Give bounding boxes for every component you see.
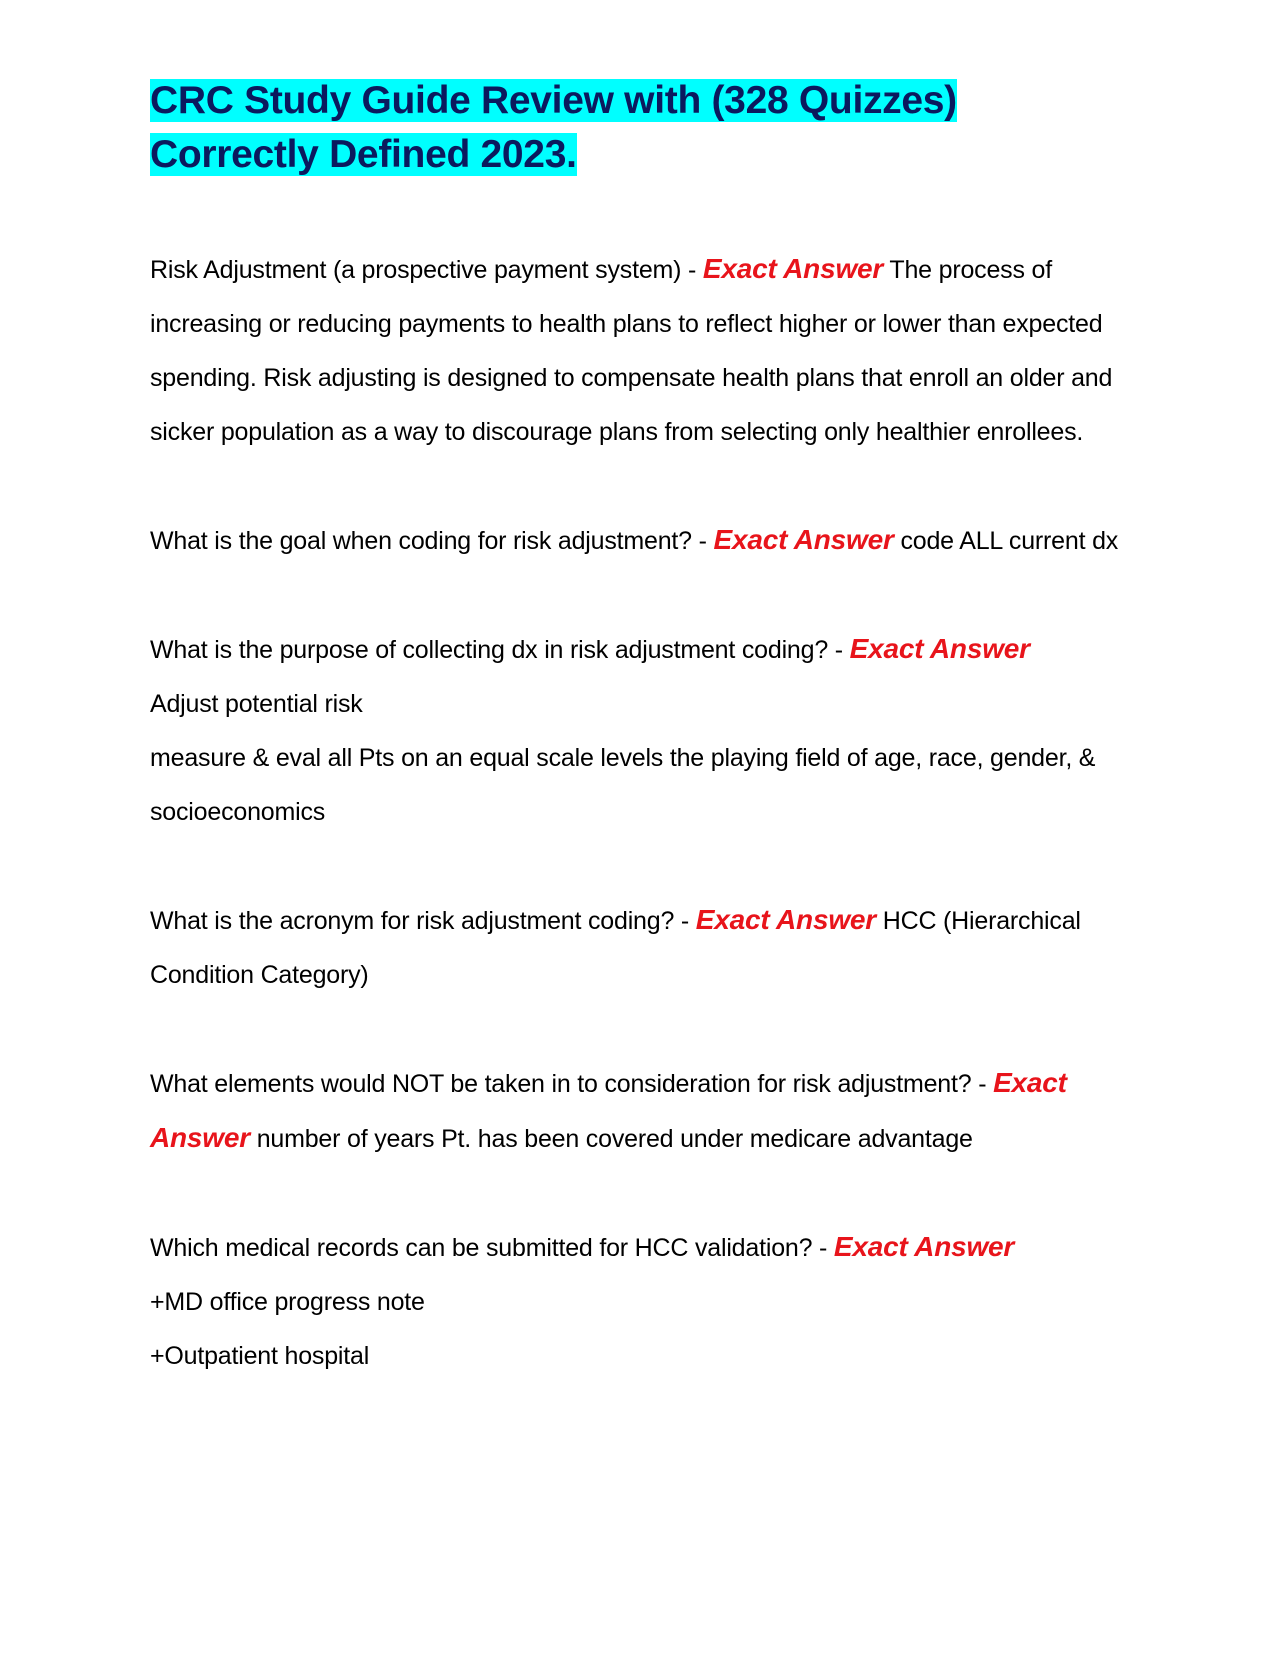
qa-item-hcc-records: [150, 1220, 1130, 1383]
exact-answer-label: Exact Answer: [833, 1231, 1015, 1262]
answer-line: Adjust potential risk: [150, 690, 363, 718]
qa-item-not-considered: [150, 1056, 1130, 1166]
question-text: What is the acronym for risk adjustment coding? -: [150, 907, 696, 935]
qa-item-purpose: [150, 622, 1130, 839]
question-text: Risk Adjustment (a prospective payment system) -: [150, 256, 703, 284]
exact-answer-label: Exact Answer: [702, 253, 884, 284]
question-text: What is the purpose of collecting dx in risk adjustment coding? -: [150, 636, 850, 664]
answer-text: code ALL current dx: [893, 527, 1119, 555]
exact-answer-label: Exact Answer: [150, 1067, 1067, 1153]
qa-item-goal: [150, 513, 1130, 568]
answer-line: +Outpatient hospital: [150, 1342, 370, 1370]
exact-answer-label: Exact Answer: [695, 904, 876, 935]
answer-text: The process of increasing or reducing payments to health plans to reflect higher or lower than expected spending. Risk adjusting is designed to compensate health plans that enroll an older and sicker population as a way to discourage plans from selecting only healthier enrollees.: [150, 256, 1113, 446]
document-body: [150, 74, 1130, 1383]
question-text: What elements would NOT be taken in to consideration for risk adjustment? -: [150, 1070, 994, 1098]
exact-answer-label: Exact Answer: [849, 633, 1030, 664]
answer-text: number of years Pt. has been covered under medicare advantage: [249, 1125, 973, 1153]
qa-item-acronym: [150, 893, 1130, 1002]
answer-line: +MD office progress note: [150, 1288, 425, 1316]
question-text: What is the goal when coding for risk adjustment? -: [150, 527, 714, 555]
title-line-2: Correctly Defined 2023.: [150, 133, 577, 176]
answer-line: measure & eval all Pts on an equal scale levels the playing field of age, race, gender, & socioeconomics: [150, 744, 1096, 826]
exact-answer-label: Exact Answer: [713, 524, 894, 555]
question-text: Which medical records can be submitted for HCC validation? -: [150, 1234, 834, 1262]
document-title: [150, 74, 1130, 182]
qa-item-risk-adjustment: [150, 242, 1130, 459]
answer-text: HCC (Hierarchical Condition Category): [150, 907, 1081, 989]
title-line-1: CRC Study Guide Review with (328 Quizzes): [150, 79, 957, 122]
